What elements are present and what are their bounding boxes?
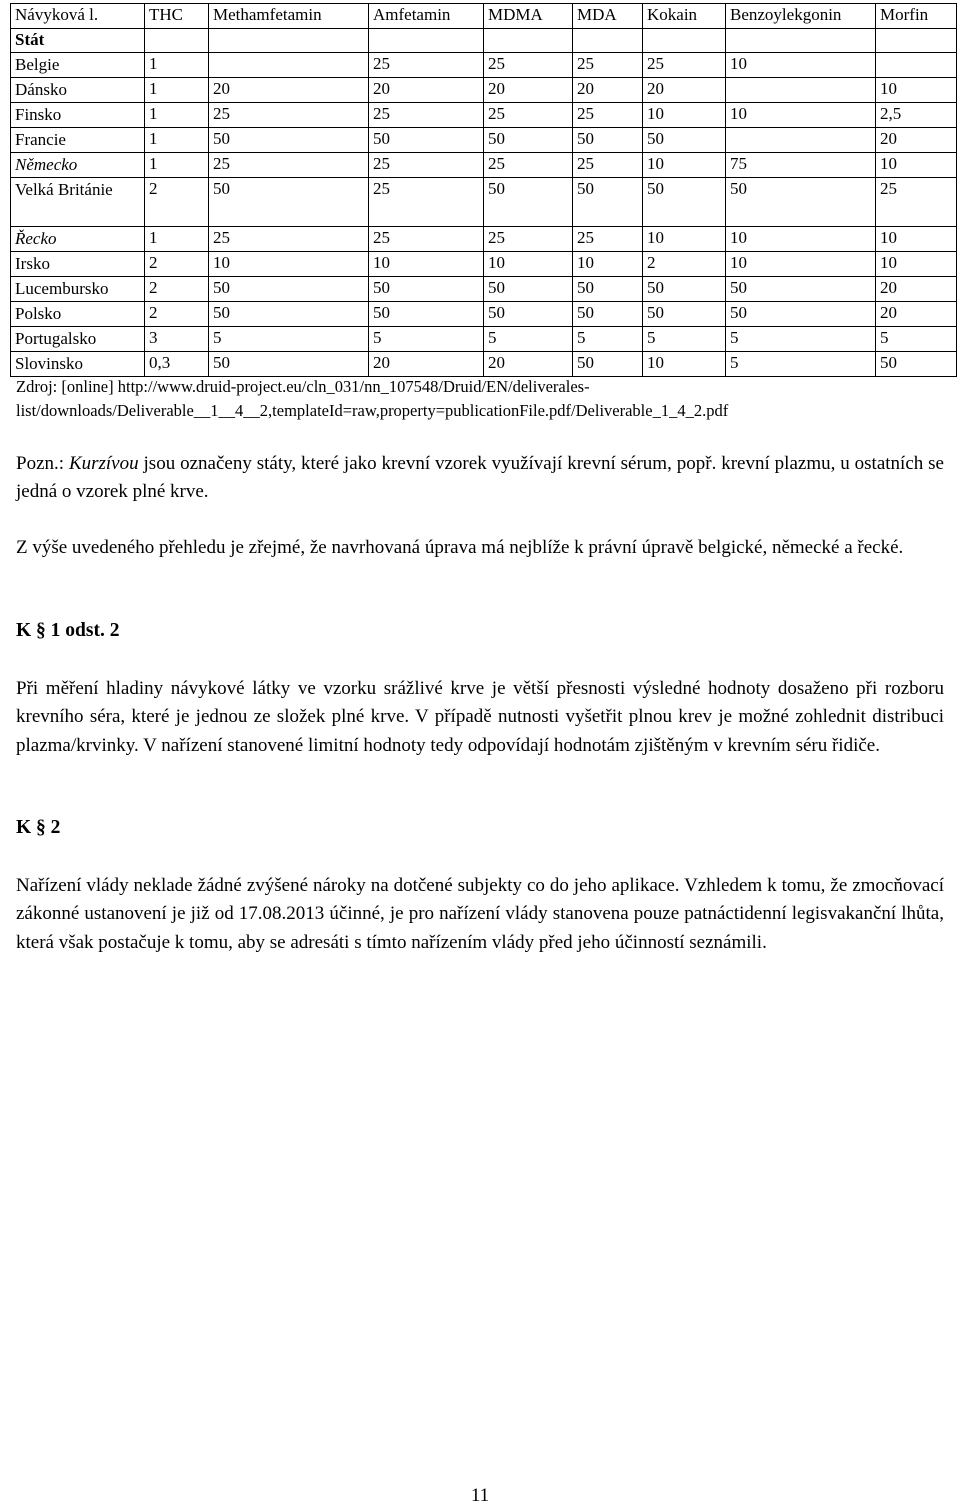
table-body xyxy=(11,4,957,377)
header-cell: THC xyxy=(145,4,209,29)
state-cell: Slovinsko xyxy=(11,352,145,377)
page-number: 11 xyxy=(470,1485,490,1506)
value-cell: 10 xyxy=(643,153,726,178)
value-cell xyxy=(726,78,876,103)
italic-note xyxy=(16,450,944,507)
source-note xyxy=(16,375,946,423)
value-cell: 50 xyxy=(369,128,484,153)
table-row xyxy=(11,352,957,377)
value-cell: 50 xyxy=(726,178,876,227)
value-cell: 50 xyxy=(643,277,726,302)
empty-cell xyxy=(209,28,369,53)
value-cell: 3 xyxy=(145,327,209,352)
value-cell: 50 xyxy=(726,302,876,327)
empty-cell xyxy=(145,28,209,53)
value-cell: 10 xyxy=(643,227,726,252)
value-cell: 10 xyxy=(484,252,573,277)
state-cell: Finsko xyxy=(11,103,145,128)
value-cell: 50 xyxy=(643,178,726,227)
state-cell: Velká Británie xyxy=(11,178,145,227)
note-text: jsou označeny státy, které jako krevní vzorek využívají krevní sérum, popř. krevní plazmu, u ostatních se jedná o vzorek plné krve. xyxy=(16,453,944,503)
section-heading-1: K § 1 odst. 2 xyxy=(16,620,120,641)
value-cell: 25 xyxy=(573,153,643,178)
value-cell: 20 xyxy=(484,352,573,377)
value-cell: 1 xyxy=(145,128,209,153)
value-cell: 5 xyxy=(726,352,876,377)
value-cell: 50 xyxy=(369,277,484,302)
value-cell: 50 xyxy=(643,128,726,153)
value-cell: 20 xyxy=(643,78,726,103)
value-cell: 10 xyxy=(573,252,643,277)
value-cell: 25 xyxy=(484,103,573,128)
value-cell: 10 xyxy=(876,227,957,252)
value-cell: 50 xyxy=(726,277,876,302)
empty-cell xyxy=(876,28,957,53)
value-cell: 75 xyxy=(726,153,876,178)
table-header-row xyxy=(11,4,957,29)
header-cell: Návyková l. xyxy=(11,4,145,29)
state-cell: Německo xyxy=(11,153,145,178)
value-cell: 1 xyxy=(145,103,209,128)
value-cell: 0,3 xyxy=(145,352,209,377)
empty-cell xyxy=(573,28,643,53)
value-cell: 50 xyxy=(573,352,643,377)
header-cell: Methamfetamin xyxy=(209,4,369,29)
empty-cell xyxy=(643,28,726,53)
value-cell: 25 xyxy=(369,178,484,227)
value-cell: 10 xyxy=(643,352,726,377)
table-row xyxy=(11,252,957,277)
table-row xyxy=(11,103,957,128)
summary-paragraph: Z výše uvedeného přehledu je zřejmé, že navrhovaná úprava má nejblíže k právní úpravě belgické, německé a řecké. xyxy=(16,537,904,558)
value-cell: 25 xyxy=(643,53,726,78)
value-cell: 50 xyxy=(484,302,573,327)
header-cell: Benzoylekgonin xyxy=(726,4,876,29)
section-2-paragraph: Nařízení vlády neklade žádné zvýšené nároky na dotčené subjekty co do jeho aplikace. Vzhledem k tomu, že zmocňovací zákonné ustanovení je již od 17.08.2013 účinné, je pro nařízení vlády stanovena pouze patnáctidenní legisvakanční lhůta, která však postačuje k tomu, aby se adresáti s tímto nařízením vlády před jeho účinností seznámili. xyxy=(16,875,944,953)
value-cell: 50 xyxy=(209,128,369,153)
value-cell: 5 xyxy=(573,327,643,352)
value-cell: 50 xyxy=(573,277,643,302)
value-cell: 2 xyxy=(145,178,209,227)
table-row xyxy=(11,153,957,178)
value-cell: 50 xyxy=(209,178,369,227)
table-row xyxy=(11,78,957,103)
value-cell: 20 xyxy=(876,302,957,327)
value-cell: 25 xyxy=(209,153,369,178)
table-row xyxy=(11,277,957,302)
value-cell: 10 xyxy=(876,252,957,277)
value-cell: 25 xyxy=(573,53,643,78)
state-cell: Dánsko xyxy=(11,78,145,103)
value-cell: 5 xyxy=(726,327,876,352)
value-cell: 25 xyxy=(573,103,643,128)
table-subheader-row xyxy=(11,28,957,53)
value-cell: 25 xyxy=(484,153,573,178)
value-cell: 2,5 xyxy=(876,103,957,128)
state-cell: Portugalsko xyxy=(11,327,145,352)
state-cell: Řecko xyxy=(11,227,145,252)
value-cell: 10 xyxy=(726,53,876,78)
empty-cell xyxy=(369,28,484,53)
header-cell: Kokain xyxy=(643,4,726,29)
value-cell: 20 xyxy=(369,352,484,377)
value-cell: 1 xyxy=(145,78,209,103)
value-cell: 10 xyxy=(876,78,957,103)
value-cell: 20 xyxy=(209,78,369,103)
value-cell: 5 xyxy=(876,327,957,352)
value-cell: 50 xyxy=(573,128,643,153)
value-cell: 20 xyxy=(876,128,957,153)
value-cell: 5 xyxy=(209,327,369,352)
value-cell: 25 xyxy=(484,227,573,252)
empty-cell xyxy=(726,28,876,53)
state-cell: Irsko xyxy=(11,252,145,277)
value-cell: 25 xyxy=(484,53,573,78)
value-cell: 50 xyxy=(484,277,573,302)
table-row xyxy=(11,227,957,252)
value-cell: 2 xyxy=(145,252,209,277)
value-cell: 20 xyxy=(573,78,643,103)
note-colon: : xyxy=(58,453,69,474)
header-cell: MDMA xyxy=(484,4,573,29)
section-heading-2: K § 2 xyxy=(16,817,61,838)
value-cell: 25 xyxy=(369,103,484,128)
header-cell: Amfetamin xyxy=(369,4,484,29)
value-cell: 25 xyxy=(369,153,484,178)
table-row xyxy=(11,53,957,78)
source-prefix: Zdroj: [online] xyxy=(16,377,118,396)
header-cell: MDA xyxy=(573,4,643,29)
header-cell: Morfin xyxy=(876,4,957,29)
value-cell: 50 xyxy=(369,302,484,327)
value-cell: 50 xyxy=(209,302,369,327)
table-row xyxy=(11,128,957,153)
value-cell: 50 xyxy=(573,178,643,227)
table-row xyxy=(11,178,957,227)
value-cell: 25 xyxy=(209,227,369,252)
value-cell: 50 xyxy=(484,128,573,153)
drug-limits-table xyxy=(10,3,957,377)
value-cell: 2 xyxy=(643,252,726,277)
empty-cell xyxy=(484,28,573,53)
state-cell: Belgie xyxy=(11,53,145,78)
value-cell: 50 xyxy=(643,302,726,327)
state-cell: Polsko xyxy=(11,302,145,327)
state-cell: Francie xyxy=(11,128,145,153)
value-cell: 5 xyxy=(369,327,484,352)
value-cell: 5 xyxy=(484,327,573,352)
value-cell: 25 xyxy=(369,53,484,78)
state-cell: Lucembursko xyxy=(11,277,145,302)
value-cell: 10 xyxy=(209,252,369,277)
value-cell: 25 xyxy=(573,227,643,252)
value-cell: 1 xyxy=(145,227,209,252)
value-cell: 50 xyxy=(209,352,369,377)
value-cell: 25 xyxy=(876,178,957,227)
value-cell: 50 xyxy=(876,352,957,377)
value-cell: 50 xyxy=(209,277,369,302)
value-cell: 20 xyxy=(876,277,957,302)
value-cell: 2 xyxy=(145,277,209,302)
value-cell: 25 xyxy=(209,103,369,128)
note-label: Pozn. xyxy=(16,453,59,474)
value-cell xyxy=(726,128,876,153)
value-cell: 10 xyxy=(726,103,876,128)
note-italic-word: Kurzívou xyxy=(68,453,139,474)
value-cell: 10 xyxy=(726,252,876,277)
value-cell: 50 xyxy=(484,178,573,227)
value-cell: 20 xyxy=(369,78,484,103)
value-cell: 1 xyxy=(145,153,209,178)
value-cell: 1 xyxy=(145,53,209,78)
value-cell: 10 xyxy=(876,153,957,178)
table-row xyxy=(11,327,957,352)
source-url: http://www.druid-project.eu/cln_031/nn_107548/Druid/EN/deliverales-list/downloads/Deliverable__1__4__2,templateId=raw,property=publicationFile.pdf/Deliverable_1_4_2.pdf xyxy=(16,377,729,420)
value-cell: 10 xyxy=(726,227,876,252)
value-cell: 20 xyxy=(484,78,573,103)
table-row xyxy=(11,302,957,327)
value-cell: 50 xyxy=(573,302,643,327)
value-cell: 5 xyxy=(643,327,726,352)
value-cell: 10 xyxy=(369,252,484,277)
value-cell: 2 xyxy=(145,302,209,327)
value-cell: 10 xyxy=(643,103,726,128)
section-1-paragraph: Při měření hladiny návykové látky ve vzorku srážlivé krve je větší přesnosti výsledné hodnoty dosaženo při rozboru krevního séra, které je jednou ze složek plné krve. V případě nutnosti vyšetřit plnou krev je možné zohlednit distribuci plazma/krvinky. V nařízení stanovené limitní hodnoty tedy odpovídají hodnotám zjištěným v krevním séru řidiče. xyxy=(16,678,944,756)
value-cell: 25 xyxy=(369,227,484,252)
value-cell xyxy=(209,53,369,78)
subheader-cell: Stát xyxy=(11,28,145,53)
empty-cell xyxy=(876,53,957,78)
